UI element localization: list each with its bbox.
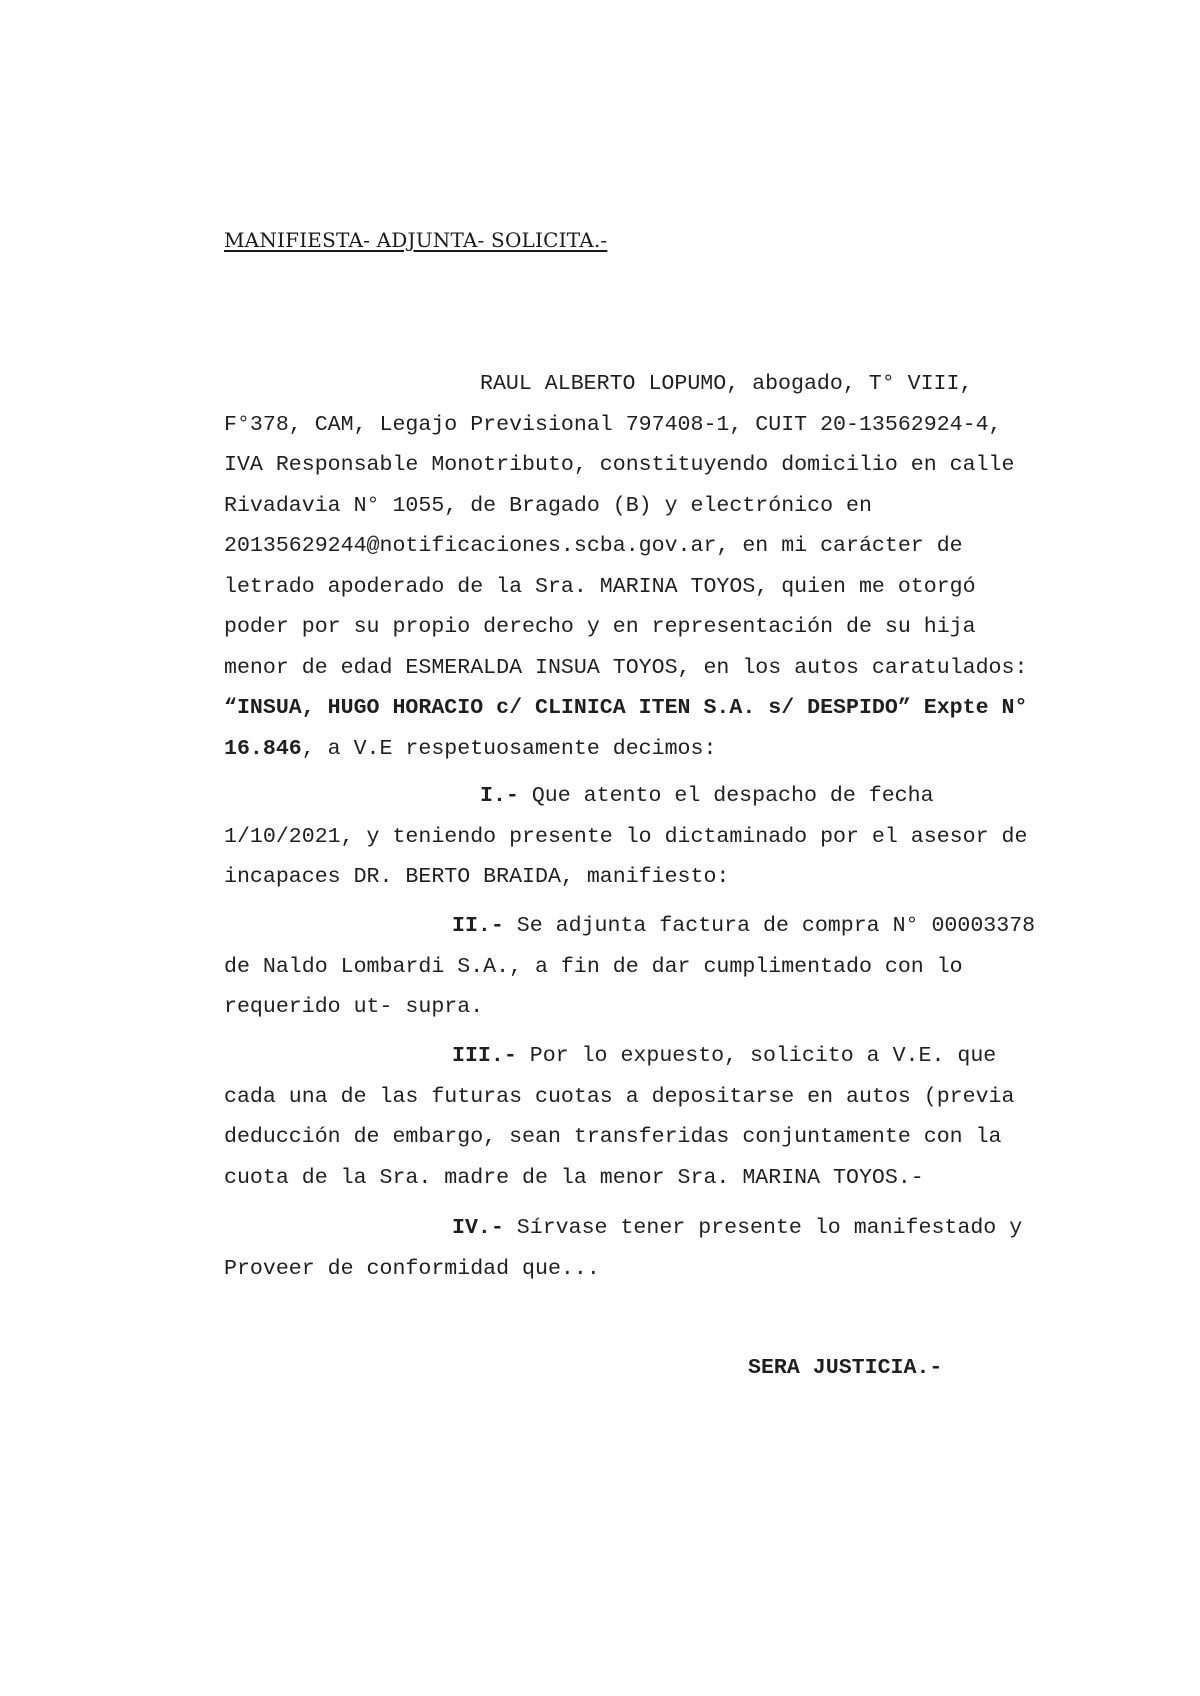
- section-iv: [224, 1208, 1124, 1289]
- section-line: [224, 776, 1124, 817]
- intro-line: 20135629244@notificaciones.scba.gov.ar, en mi carácter de: [224, 534, 963, 558]
- intro-line: letrado apoderado de la Sra. MARINA TOYOS, quien me otorgó: [224, 574, 976, 599]
- intro-line: Rivadavia N° 1055, de Bragado (B) y electrónico en: [224, 493, 872, 518]
- case-number: 16.846: [224, 736, 302, 761]
- section-line: [224, 906, 1124, 947]
- section-line: 1/10/2021, y teniendo presente lo dictaminado por el asesor de: [224, 824, 1028, 849]
- section-line: de Naldo Lombardi S.A., a fin de dar cumplimentado con lo: [224, 954, 963, 979]
- closing-statement: SERA JUSTICIA.-: [748, 1356, 943, 1380]
- section-text: Por lo expuesto, solicito a V.E. que: [516, 1044, 997, 1068]
- case-caption-text: “INSUA, HUGO HORACIO c/ CLINICA ITEN S.A. s/ DESPIDO” Expte N°: [224, 696, 1028, 720]
- section-i: [224, 776, 1124, 898]
- intro-line: poder por su propio derecho y en representación de su hija: [224, 615, 976, 639]
- section-line: deducción de embargo, sean transferidas conjuntamente con la: [224, 1125, 1002, 1149]
- intro-line: IVA Responsable Monotributo, constituyendo domicilio en calle: [224, 453, 1015, 477]
- document-title: MANIFIESTA- ADJUNTA- SOLICITA.-: [224, 228, 608, 252]
- intro-line: F°378, CAM, Legajo Previsional 797408-1, CUIT 20-13562924-4,: [224, 412, 1002, 437]
- section-marker: III.-: [452, 1044, 517, 1068]
- intro-line: menor de edad ESMERALDA INSUA TOYOS, en los autos caratulados:: [224, 655, 1028, 680]
- section-line: cuota de la Sra. madre de la menor Sra. MARINA TOYOS.-: [224, 1165, 924, 1190]
- section-text: Sírvase tener presente lo manifestado y: [503, 1216, 1023, 1240]
- case-caption: [224, 688, 1124, 729]
- section-line: [224, 1036, 1124, 1077]
- section-iii: [224, 1036, 1124, 1198]
- section-text: Que atento el despacho de fecha: [518, 784, 934, 808]
- section-line: Proveer de conformidad que...: [224, 1256, 600, 1281]
- section-ii: [224, 906, 1124, 1028]
- intro-line: [224, 729, 1124, 770]
- intro-paragraph: [224, 364, 1124, 769]
- section-marker: I.-: [480, 784, 519, 808]
- section-line: cada una de las futuras cuotas a depositarse en autos (previa: [224, 1084, 1015, 1109]
- section-line: requerido ut- supra.: [224, 995, 484, 1019]
- section-line: [224, 1208, 1124, 1249]
- section-text: Se adjunta factura de compra N° 00003378: [503, 914, 1036, 938]
- section-line: incapaces DR. BERTO BRAIDA, manifiesto:: [224, 865, 730, 889]
- intro-line-rest: , a V.E respetuosamente decimos:: [301, 736, 717, 761]
- intro-line: RAUL ALBERTO LOPUMO, abogado, T° VIII,: [480, 372, 973, 396]
- section-marker: II.-: [452, 914, 504, 938]
- section-marker: IV.-: [452, 1216, 504, 1240]
